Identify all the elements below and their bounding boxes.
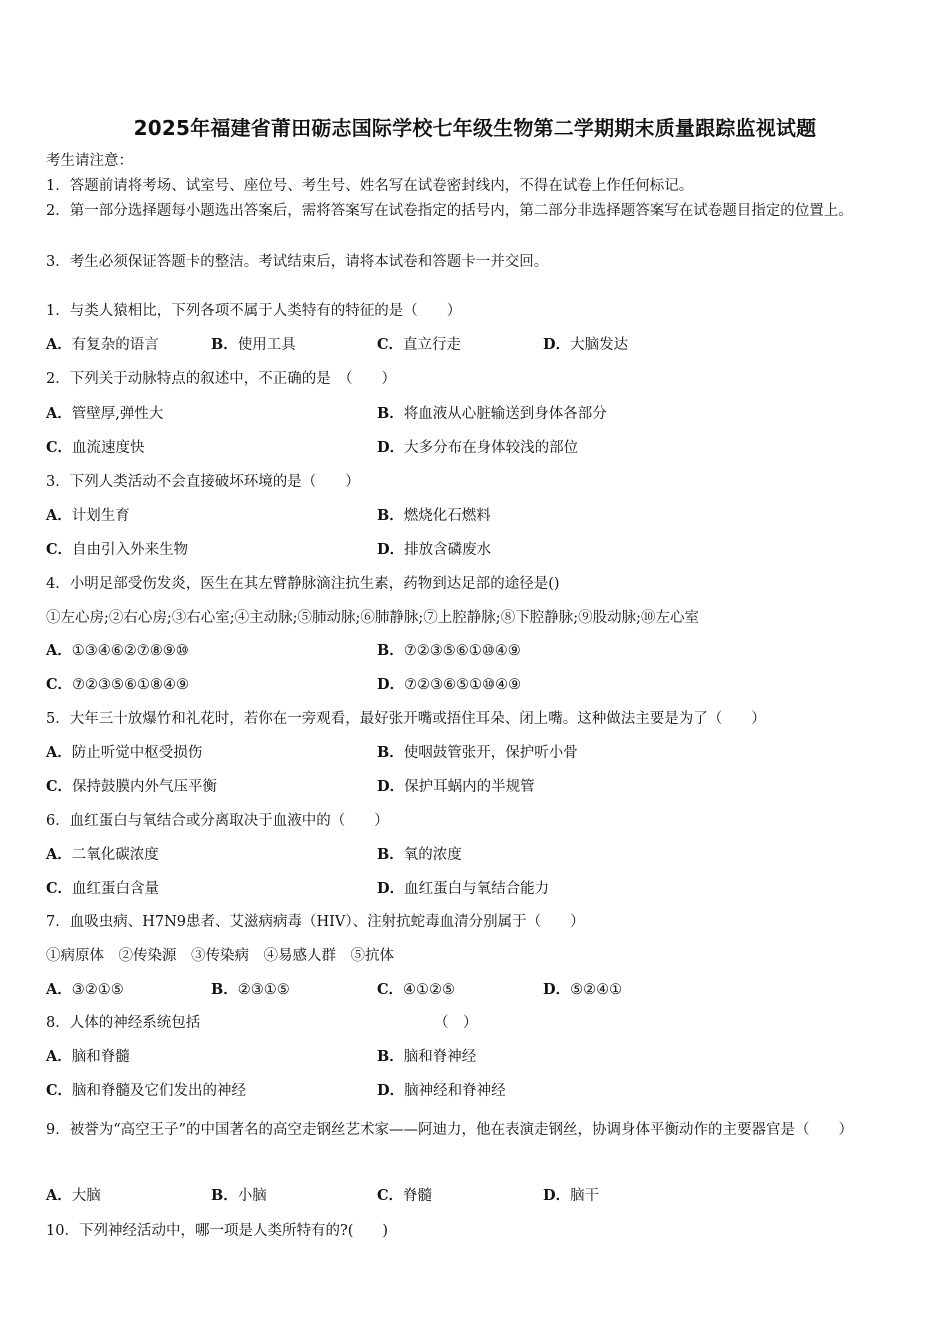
option-d: D．保护耳蜗内的半规管 — [377, 778, 535, 795]
question-stem: 8．人体的神经系统包括 — [46, 1015, 201, 1031]
option-b: B．氧的浓度 — [377, 846, 462, 863]
option-a: A．①③④⑥②⑦⑧⑨⑩ — [46, 642, 189, 659]
question-choices-list: ①左心房;②右心房;③右心室;④主动脉;⑤肺动脉;⑥肺静脉;⑦上腔静脉;⑧下腔静脉;⑨股动脉;⑩左心室 — [46, 610, 699, 626]
option-a: A．脑和脊髓 — [46, 1048, 130, 1065]
option-c: C．⑦②③⑤⑥①⑧④⑨ — [46, 676, 190, 693]
option-a: A．防止听觉中枢受损伤 — [46, 744, 203, 761]
question-stem: 5．大年三十放爆竹和礼花时，若你在一旁观看，最好张开嘴或捂住耳朵、闭上嘴。这种做法主要是为了（ ） — [46, 711, 766, 727]
option-c: C．血红蛋白含量 — [46, 880, 160, 897]
option-d: D．⑦②③⑥⑤①⑩④⑨ — [377, 676, 522, 693]
question-stem: 3．下列人类活动不会直接破坏环境的是（ ） — [46, 474, 360, 490]
option-c: C．自由引入外来生物 — [46, 541, 189, 558]
option-d: D．大多分布在身体较浅的部位 — [377, 439, 579, 456]
option-c: C．脊髓 — [377, 1187, 433, 1204]
notice-item: 1．答题前请将考场、试室号、座位号、考生号、姓名写在试卷密封线内，不得在试卷上作任何标记。 — [46, 178, 694, 194]
option-d: D．脑神经和脊神经 — [377, 1082, 506, 1099]
option-c: C．血流速度快 — [46, 439, 145, 456]
option-b: B．使咽鼓管张开，保护听小骨 — [377, 744, 578, 761]
option-b: B．脑和脊神经 — [377, 1048, 477, 1065]
question-choices-list: ①病原体 ②传染源 ③传染病 ④易感人群 ⑤抗体 — [46, 948, 394, 964]
question-stem: 1．与类人猿相比，下列各项不属于人类特有的特征的是（ ） — [46, 303, 462, 319]
option-d: D．大脑发达 — [543, 336, 629, 353]
option-b: B．②③①⑤ — [211, 981, 290, 998]
option-a: A．有复杂的语言 — [46, 336, 159, 353]
option-c: C．④①②⑤ — [377, 981, 456, 998]
option-b: B．小脑 — [211, 1187, 267, 1204]
option-d: D．血红蛋白与氧结合能力 — [377, 880, 550, 897]
option-c: C．脑和脊髓及它们发出的神经 — [46, 1082, 247, 1099]
option-b: B．⑦②③⑤⑥①⑩④⑨ — [377, 642, 521, 659]
option-a: A．大脑 — [46, 1187, 101, 1204]
option-c: C．保持鼓膜内外气压平衡 — [46, 778, 218, 795]
option-a: A．③②①⑤ — [46, 981, 124, 998]
question-stem: 10．下列神经活动中，哪一项是人类所特有的?( ) — [46, 1223, 389, 1239]
question-stem: 7．血吸虫病、H7N9患者、艾滋病病毒（HIV）、注射抗蛇毒血清分别属于（ ） — [46, 914, 585, 930]
option-a: A．二氧化碳浓度 — [46, 846, 159, 863]
notice-item: 2．第一部分选择题每小题选出答案后，需将答案写在试卷指定的括号内，第二部分非选择题答案写在试卷题目指定的位置上。 — [46, 203, 853, 219]
page-title: 2025年福建省莆田砺志国际学校七年级生物第二学期期末质量跟踪监视试题 — [133, 116, 817, 140]
notice-heading: 考生请注意： — [46, 153, 133, 169]
option-a: A．管壁厚,弹性大 — [46, 405, 164, 422]
question-stem: 2．下列关于动脉特点的叙述中，不正确的是 （ ） — [46, 371, 396, 387]
notice-item: 3．考生必须保证答题卡的整洁。考试结束后，请将本试卷和答题卡一并交回。 — [46, 254, 549, 270]
option-b: B．燃烧化石燃料 — [377, 507, 491, 524]
answer-paren: （ ） — [434, 1015, 478, 1031]
option-d: D．排放含磷废水 — [377, 541, 492, 558]
option-d: D．脑干 — [543, 1187, 600, 1204]
question-stem: 4．小明足部受伤发炎，医生在其左臂静脉滴注抗生素，药物到达足部的途径是() — [46, 576, 560, 592]
option-a: A．计划生育 — [46, 507, 130, 524]
option-b: B．使用工具 — [211, 336, 296, 353]
question-stem: 6．血红蛋白与氧结合或分离取决于血液中的（ ） — [46, 813, 389, 829]
option-d: D．⑤②④① — [543, 981, 623, 998]
option-c: C．直立行走 — [377, 336, 462, 353]
option-b: B．将血液从心脏输送到身体各部分 — [377, 405, 607, 422]
question-stem: 9．被誉为“高空王子”的中国著名的高空走钢丝艺术家——阿迪力，他在表演走钢丝，协调身体平衡动作的主要器官是（ ） — [46, 1122, 854, 1138]
